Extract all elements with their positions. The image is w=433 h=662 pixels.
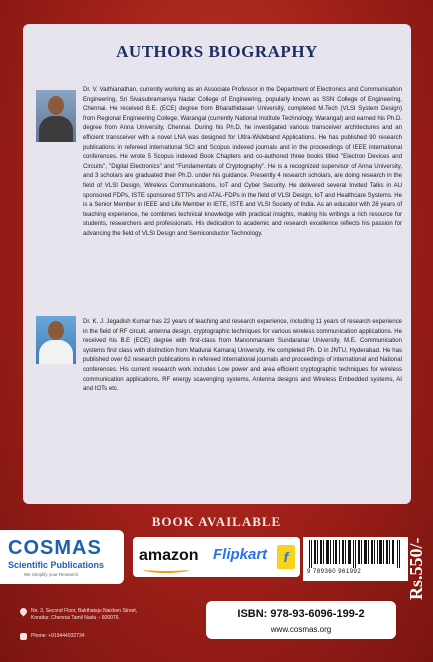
author-2-head xyxy=(48,321,64,340)
barcode-number: 9 789360 961992 xyxy=(307,569,362,575)
amazon-logo: amazon xyxy=(139,547,199,564)
amazon-smile-icon xyxy=(143,566,189,573)
phone-row xyxy=(20,633,85,640)
author-1-head xyxy=(48,96,64,115)
biography-panel xyxy=(23,24,411,504)
flipkart-logo: Flipkart xyxy=(213,546,268,563)
address-text: No. 3, Second Floor, Bakthataju Naicken Street, Korattur, Chennai Tamil Nadu – 600076. xyxy=(31,608,138,621)
page-title: AUTHORS BIOGRAPHY xyxy=(116,42,318,61)
phone-icon xyxy=(20,633,27,640)
publisher-tagline: We Simplify your Research xyxy=(24,572,79,577)
barcode xyxy=(303,537,408,581)
isbn-box xyxy=(206,601,396,639)
author-bio-2: Dr. K. J. Jegadish Kumar has 22 years of teaching and research experience, including 11 years of research experience in the field of RF circuit, antenna design, cryptographic techniques for various wireless communication applications. He received his B.E (ECE) degree with first-class from Manonmaniam Sundaranar University, M.E. Communication systems first class with distinction from Madurai Kamaraj University. He completed Ph. D in JNTU, Hyderabad. He has published over 62 research publications in refereed international journals and proceedings of international and National conferences. His current research work includes Low power and area efficient cryptographic techniques for wireless communication applications, RF energy scavenging systems, Antenna designs and Wireless Embedded systems, AI and IOTs etc. xyxy=(83,319,402,393)
barcode-icon xyxy=(309,540,402,568)
publisher-name: Scientific Publications xyxy=(8,560,105,570)
location-pin-icon xyxy=(19,607,29,617)
publisher-logo-text: COSMAS xyxy=(8,537,102,559)
author-2-body xyxy=(39,340,73,364)
author-photo-2 xyxy=(36,316,76,364)
address-row xyxy=(20,608,141,622)
book-available-heading: BOOK AVAILABLE xyxy=(151,514,282,529)
flipkart-bag-icon: f xyxy=(277,545,295,569)
author-bio-1: Dr. V. Vaithianathan, currently working as an Associate Professor in the Department of Electronics and Communication Engineering, Sri Sivasubramaniya Nadar College of Engineering, popularly known as SSN College of Engineering, Chennai. He received B.E. (ECE) degree from Bharathidasan University, completed M.Tech (VLSI System Design) from Regional Engineering College, Warangal (currently National Institute Technology, Warangal) and earned his Ph.D. degree from Anna University, Chennai. During his Ph.D, he investigated various transceiver architectures and an efficient transceiver with a novel LNA was designed for Ultra-Wideband Applications. He has published 90 research publications in refereed international SCI and Scopus indexed journals and in the proceedings of IEEE international conferences. He wrote 5 Scopus indexed Book Chapters and co-authored three books titled "Electron Devices and Circuits", "Digital Electronics" and "Fundamentals of Cryptography". He is a recognized supervisor of Anna University, and 3 scholars are graduated their Ph.D. under his guidance. Presently 4 research scholars, are doing research in the field of VLSI Design, Wireless Communications, IoT and Cyber Security. He delivered several Invited Talks in AU sponsored FDPs, ISTE sponsored STTPs and ATAL-FDPs in the field of VLSI Design, IoT and Healthcare Systems. He is a Senior Member in IEEE and Life Member in IETE, ISTE and VLSI Society of India. As an educator with 28 years of teaching experience, he combines technical knowledge with practical insights, making his writings a rich resource for students, researchers and professionals. His dedication to academic and research excellence reflects his passion for advancing the field of VLSI Design and Semiconductor Technology. xyxy=(83,87,402,237)
phone-text: Phone: +919444932734 xyxy=(31,633,85,639)
website-link[interactable]: www.cosmas.org xyxy=(270,625,332,634)
isbn: ISBN: 978-93-6096-199-2 xyxy=(237,608,365,620)
author-1-body xyxy=(39,116,73,142)
store-logos xyxy=(133,537,300,577)
price: Rs.550/- xyxy=(406,537,426,600)
author-photo-1 xyxy=(36,90,76,142)
publisher-logo xyxy=(0,530,124,584)
